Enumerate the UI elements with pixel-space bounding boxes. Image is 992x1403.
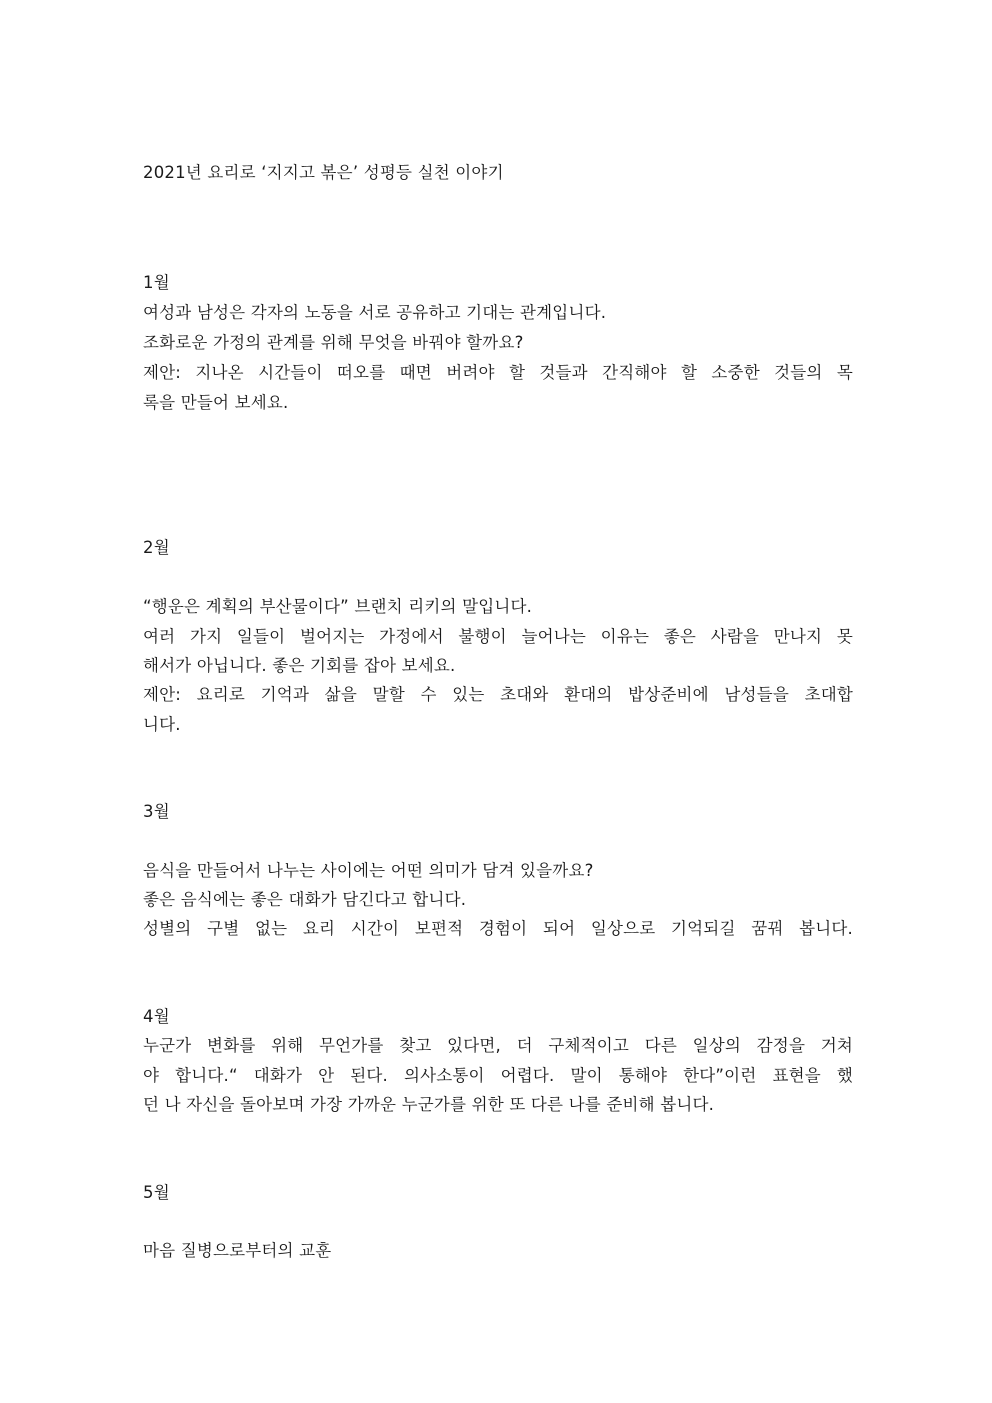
month-heading-april: 4월 (143, 1007, 170, 1026)
paragraph-line: 누군가 변화를 위해 무언가를 찾고 있다면, 더 구체적이고 다른 일상의 감정을 거쳐 (143, 1036, 853, 1055)
paragraph-line: 조화로운 가정의 관계를 위해 무엇을 바꿔야 할까요? (143, 333, 524, 352)
month-heading-january: 1월 (143, 273, 170, 292)
paragraph-line: 록을 만들어 보세요. (143, 393, 289, 412)
paragraph-line: 제안: 요리로 기억과 삶을 말할 수 있는 초대와 환대의 밥상준비에 남성들을 초대합 (143, 685, 853, 704)
paragraph-line: 던 나 자신을 돌아보며 가장 가까운 누군가를 위한 또 다른 나를 준비해 봅니다. (143, 1095, 715, 1114)
paragraph-line: 좋은 음식에는 좋은 대화가 담긴다고 합니다. (143, 890, 467, 909)
paragraph-line: 니다. (143, 715, 181, 734)
document-title: 2021년 요리로 ‘지지고 볶은’ 성평등 실천 이야기 (143, 163, 504, 182)
paragraph-line: 야 합니다.“ 대화가 안 된다. 의사소통이 어렵다. 말이 통해야 한다”이런 표현을 했 (143, 1066, 853, 1085)
paragraph-line: “행운은 계획의 부산물이다” 브랜치 리키의 말입니다. (143, 597, 533, 616)
paragraph-line: 음식을 만들어서 나누는 사이에는 어떤 의미가 담겨 있을까요? (143, 861, 594, 880)
paragraph-line: 성별의 구별 없는 요리 시간이 보편적 경험이 되어 일상으로 기억되길 꿈꿔 봅니다. (143, 919, 853, 938)
paragraph-line: 여성과 남성은 각자의 노동을 서로 공유하고 기대는 관계입니다. (143, 303, 607, 322)
month-heading-march: 3월 (143, 802, 170, 821)
paragraph-line: 제안: 지나온 시간들이 떠오를 때면 버려야 할 것들과 간직해야 할 소중한 것들의 목 (143, 363, 853, 382)
paragraph-line: 마음 질병으로부터의 교훈 (143, 1241, 332, 1260)
month-heading-may: 5월 (143, 1183, 170, 1202)
paragraph-line: 해서가 아닙니다. 좋은 기회를 잡아 보세요. (143, 656, 456, 675)
month-heading-february: 2월 (143, 538, 170, 557)
paragraph-line: 여러 가지 일들이 벌어지는 가정에서 불행이 늘어나는 이유는 좋은 사람을 만나지 못 (143, 627, 853, 646)
